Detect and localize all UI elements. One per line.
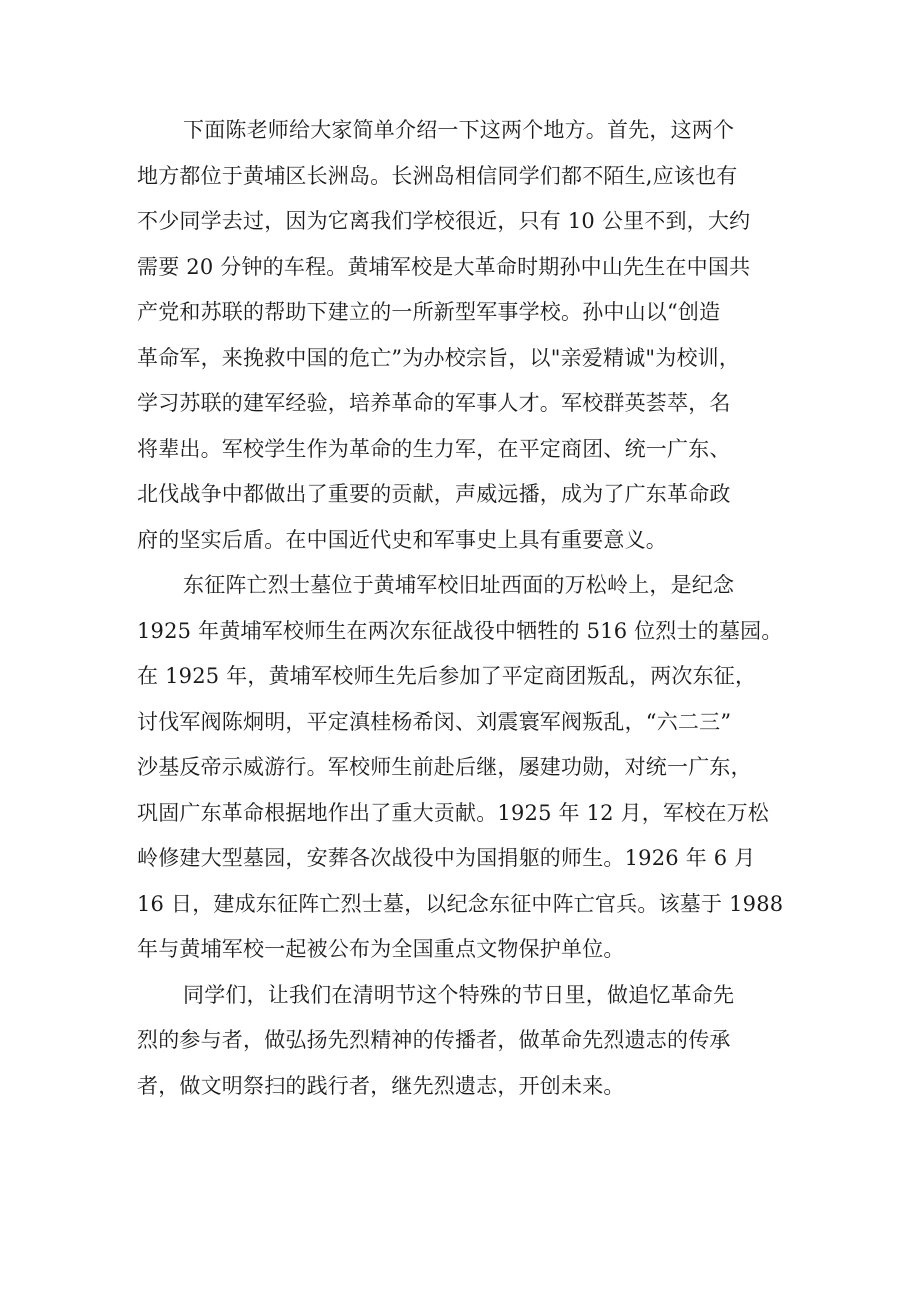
text-line: 沙基反帝示威游行。军校师生前赴后继，屡建功勋，对统一广东， [137,755,752,779]
text-line: 同学们，让我们在清明节这个特殊的节日里，做追忆革命先 [183,982,735,1007]
text-line: 北伐战争中都做出了重要的贡献，声威远播，成为了广东革命政 [137,482,731,506]
text-line: 巩固广东革命根据地作出了重大贡献。1925 年 12 月，军校在万松 [137,800,769,825]
text-line: 年与黄埔军校一起被公布为全国重点文物保护单位。 [137,937,625,961]
text-line: 16 日，建成东征阵亡烈士墓，以纪念东征中阵亡官兵。该墓于 1988 [137,891,784,916]
text-line: 岭修建大型墓园，安葬各次战役中为国捐躯的师生。1926 年 6 月 [137,846,756,870]
text-line: 革命军，来挽救中国的危亡”为办校宗旨，以"亲爱精诚"为校训， [137,345,741,370]
document-body [137,108,797,1109]
paragraph-cemetery [137,563,797,973]
text-line: 东征阵亡烈士墓位于黄埔军校旧址西面的万松岭上，是纪念 [183,573,735,597]
text-line: 烈的参与者，做弘扬先烈精神的传播者，做革命先烈遗志的传承 [137,1028,731,1052]
text-line: 学习苏联的建军经验，培养革命的军事人才。军校群英荟萃，名 [137,391,731,415]
text-line: 下面陈老师给大家简单介绍一下这两个地方。首先，这两个 [183,118,735,142]
text-line: 不少同学去过，因为它离我们学校很近，只有 10 公里不到，大约 [137,209,751,233]
text-line: 产党和苏联的帮助下建立的一所新型军事学校。孙中山以“创造 [137,300,721,324]
text-line: 1925 年黄埔军校师生在两次东征战役中牺牲的 516 位烈士的墓园。 [137,618,783,643]
text-line: 府的坚实后盾。在中国近代史和军事史上具有重要意义。 [137,527,667,552]
paragraph-intro [137,108,797,563]
text-line: 需要 20 分钟的车程。黄埔军校是大革命时期孙中山先生在中国共 [137,254,751,279]
text-line: 在 1925 年，黄埔军校师生先后参加了平定商团叛乱，两次东征， [137,664,757,688]
text-line: 地方都位于黄埔区长洲岛。长洲岛相信同学们都不陌生,应该也有 [137,163,738,188]
paragraph-closing [137,973,797,1110]
text-line: 将辈出。军校学生作为革命的生力军，在平定商团、统一广东、 [137,436,731,461]
text-line: 者，做文明祭扫的践行者，继先烈遗志，开创未来。 [137,1073,625,1098]
text-line: 讨伐军阀陈炯明，平定滇桂杨希闵、刘震寰军阀叛乱，“六二三” [137,709,732,734]
